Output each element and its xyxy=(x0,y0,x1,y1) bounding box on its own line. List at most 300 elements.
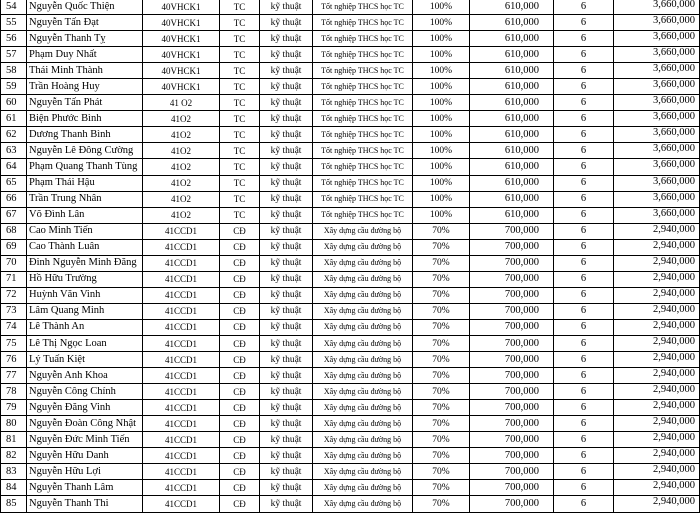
support-rate-cell: 100% xyxy=(413,31,470,47)
table-row xyxy=(1,0,700,15)
student-name-cell: Nguyễn Công Chính xyxy=(27,384,143,400)
program-cell: Tốt nghiệp THCS học TC xyxy=(313,0,413,15)
field-cell: kỹ thuật xyxy=(260,191,313,207)
class-code-cell: 41O2 xyxy=(143,159,220,175)
class-code-cell: 41CCD1 xyxy=(143,319,220,335)
education-level-cell: TC xyxy=(220,31,260,47)
education-level-cell: TC xyxy=(220,47,260,63)
education-level-cell: CĐ xyxy=(220,480,260,496)
table-row xyxy=(1,400,700,416)
row-number-cell: 78 xyxy=(1,384,27,400)
field-cell: kỹ thuật xyxy=(260,319,313,335)
row-number-cell: 55 xyxy=(1,15,27,31)
field-cell: kỹ thuật xyxy=(260,352,313,368)
field-cell: kỹ thuật xyxy=(260,15,313,31)
months-cell: 6 xyxy=(554,416,614,432)
program-cell: Tốt nghiệp THCS học TC xyxy=(313,79,413,95)
row-number-cell: 67 xyxy=(1,207,27,223)
class-code-cell: 41CCD1 xyxy=(143,368,220,384)
monthly-fee-cell: 610,000 xyxy=(470,127,554,143)
program-cell: Tốt nghiệp THCS học TC xyxy=(313,95,413,111)
table-body xyxy=(1,0,700,512)
student-name-cell: Thái Minh Thành xyxy=(27,63,143,79)
row-number-cell: 58 xyxy=(1,63,27,79)
row-number-cell: 82 xyxy=(1,448,27,464)
table-row xyxy=(1,63,700,79)
table-row xyxy=(1,319,700,335)
total-amount-cell: 3,660,000 xyxy=(614,63,700,79)
total-amount-cell: 3,660,000 xyxy=(614,175,700,191)
monthly-fee-cell: 610,000 xyxy=(470,31,554,47)
total-amount-cell: 2,940,000 xyxy=(614,255,700,271)
monthly-fee-cell: 700,000 xyxy=(470,223,554,239)
months-cell: 6 xyxy=(554,79,614,95)
row-number-cell: 85 xyxy=(1,496,27,512)
months-cell: 6 xyxy=(554,207,614,223)
program-cell: Xây dựng cầu đường bộ xyxy=(313,255,413,271)
months-cell: 6 xyxy=(554,127,614,143)
monthly-fee-cell: 700,000 xyxy=(470,432,554,448)
table-row xyxy=(1,207,700,223)
months-cell: 6 xyxy=(554,175,614,191)
total-amount-cell: 2,940,000 xyxy=(614,223,700,239)
table-row xyxy=(1,79,700,95)
monthly-fee-cell: 610,000 xyxy=(470,191,554,207)
class-code-cell: 40VHCK1 xyxy=(143,15,220,31)
education-level-cell: CĐ xyxy=(220,400,260,416)
class-code-cell: 41CCD1 xyxy=(143,287,220,303)
class-code-cell: 41CCD1 xyxy=(143,223,220,239)
field-cell: kỹ thuật xyxy=(260,223,313,239)
monthly-fee-cell: 700,000 xyxy=(470,448,554,464)
row-number-cell: 70 xyxy=(1,255,27,271)
class-code-cell: 41CCD1 xyxy=(143,416,220,432)
total-amount-cell: 3,660,000 xyxy=(614,111,700,127)
support-rate-cell: 100% xyxy=(413,207,470,223)
monthly-fee-cell: 610,000 xyxy=(470,143,554,159)
class-code-cell: 41CCD1 xyxy=(143,303,220,319)
field-cell: kỹ thuật xyxy=(260,464,313,480)
months-cell: 6 xyxy=(554,368,614,384)
table-row xyxy=(1,47,700,63)
student-name-cell: Nguyễn Đức Minh Tiến xyxy=(27,432,143,448)
total-amount-cell: 2,940,000 xyxy=(614,384,700,400)
row-number-cell: 64 xyxy=(1,159,27,175)
months-cell: 6 xyxy=(554,384,614,400)
row-number-cell: 75 xyxy=(1,335,27,351)
education-level-cell: TC xyxy=(220,95,260,111)
support-rate-cell: 70% xyxy=(413,335,470,351)
class-code-cell: 41O2 xyxy=(143,207,220,223)
class-code-cell: 40VHCK1 xyxy=(143,63,220,79)
total-amount-cell: 2,940,000 xyxy=(614,432,700,448)
program-cell: Xây dựng cầu đường bộ xyxy=(313,287,413,303)
table-row xyxy=(1,432,700,448)
row-number-cell: 83 xyxy=(1,464,27,480)
program-cell: Tốt nghiệp THCS học TC xyxy=(313,47,413,63)
total-amount-cell: 2,940,000 xyxy=(614,464,700,480)
support-rate-cell: 70% xyxy=(413,271,470,287)
program-cell: Xây dựng cầu đường bộ xyxy=(313,480,413,496)
field-cell: kỹ thuật xyxy=(260,207,313,223)
total-amount-cell: 3,660,000 xyxy=(614,95,700,111)
months-cell: 6 xyxy=(554,287,614,303)
field-cell: kỹ thuật xyxy=(260,496,313,512)
support-rate-cell: 100% xyxy=(413,15,470,31)
months-cell: 6 xyxy=(554,15,614,31)
education-level-cell: CĐ xyxy=(220,303,260,319)
table-row xyxy=(1,191,700,207)
class-code-cell: 41CCD1 xyxy=(143,239,220,255)
months-cell: 6 xyxy=(554,303,614,319)
education-level-cell: CĐ xyxy=(220,416,260,432)
row-number-cell: 54 xyxy=(1,0,27,15)
program-cell: Xây dựng cầu đường bộ xyxy=(313,335,413,351)
class-code-cell: 41CCD1 xyxy=(143,255,220,271)
row-number-cell: 69 xyxy=(1,239,27,255)
row-number-cell: 84 xyxy=(1,480,27,496)
field-cell: kỹ thuật xyxy=(260,303,313,319)
monthly-fee-cell: 700,000 xyxy=(470,400,554,416)
total-amount-cell: 2,940,000 xyxy=(614,400,700,416)
class-code-cell: 41CCD1 xyxy=(143,464,220,480)
class-code-cell: 41CCD1 xyxy=(143,496,220,512)
student-name-cell: Dương Thanh Bình xyxy=(27,127,143,143)
months-cell: 6 xyxy=(554,271,614,287)
education-level-cell: CĐ xyxy=(220,384,260,400)
education-level-cell: CĐ xyxy=(220,496,260,512)
total-amount-cell: 2,940,000 xyxy=(614,303,700,319)
student-name-cell: Võ Đình Lân xyxy=(27,207,143,223)
student-name-cell: Lê Thành An xyxy=(27,319,143,335)
education-level-cell: CĐ xyxy=(220,432,260,448)
support-rate-cell: 70% xyxy=(413,239,470,255)
field-cell: kỹ thuật xyxy=(260,368,313,384)
class-code-cell: 41CCD1 xyxy=(143,384,220,400)
total-amount-cell: 2,940,000 xyxy=(614,448,700,464)
table-row xyxy=(1,15,700,31)
monthly-fee-cell: 610,000 xyxy=(470,15,554,31)
class-code-cell: 41CCD1 xyxy=(143,400,220,416)
education-level-cell: CĐ xyxy=(220,223,260,239)
total-amount-cell: 3,660,000 xyxy=(614,127,700,143)
monthly-fee-cell: 700,000 xyxy=(470,384,554,400)
table-row xyxy=(1,255,700,271)
support-rate-cell: 100% xyxy=(413,95,470,111)
support-rate-cell: 70% xyxy=(413,432,470,448)
field-cell: kỹ thuật xyxy=(260,400,313,416)
program-cell: Xây dựng cầu đường bộ xyxy=(313,303,413,319)
table-row xyxy=(1,352,700,368)
program-cell: Xây dựng cầu đường bộ xyxy=(313,496,413,512)
education-level-cell: TC xyxy=(220,191,260,207)
total-amount-cell: 3,660,000 xyxy=(614,79,700,95)
monthly-fee-cell: 700,000 xyxy=(470,352,554,368)
total-amount-cell: 3,660,000 xyxy=(614,15,700,31)
support-rate-cell: 70% xyxy=(413,416,470,432)
months-cell: 6 xyxy=(554,239,614,255)
program-cell: Xây dựng cầu đường bộ xyxy=(313,319,413,335)
support-rate-cell: 70% xyxy=(413,223,470,239)
months-cell: 6 xyxy=(554,480,614,496)
table-row xyxy=(1,448,700,464)
months-cell: 6 xyxy=(554,400,614,416)
monthly-fee-cell: 700,000 xyxy=(470,287,554,303)
months-cell: 6 xyxy=(554,111,614,127)
field-cell: kỹ thuật xyxy=(260,448,313,464)
field-cell: kỹ thuật xyxy=(260,159,313,175)
months-cell: 6 xyxy=(554,159,614,175)
program-cell: Tốt nghiệp THCS học TC xyxy=(313,63,413,79)
class-code-cell: 40VHCK1 xyxy=(143,31,220,47)
education-level-cell: CĐ xyxy=(220,239,260,255)
row-number-cell: 77 xyxy=(1,368,27,384)
table-row xyxy=(1,271,700,287)
class-code-cell: 41O2 xyxy=(143,111,220,127)
class-code-cell: 41O2 xyxy=(143,191,220,207)
total-amount-cell: 2,940,000 xyxy=(614,480,700,496)
education-level-cell: CĐ xyxy=(220,368,260,384)
student-name-cell: Biện Phước Bình xyxy=(27,111,143,127)
total-amount-cell: 3,660,000 xyxy=(614,207,700,223)
support-rate-cell: 70% xyxy=(413,384,470,400)
field-cell: kỹ thuật xyxy=(260,0,313,15)
student-name-cell: Nguyễn Quốc Thiện xyxy=(27,0,143,15)
program-cell: Xây dựng cầu đường bộ xyxy=(313,352,413,368)
support-rate-cell: 100% xyxy=(413,143,470,159)
field-cell: kỹ thuật xyxy=(260,143,313,159)
field-cell: kỹ thuật xyxy=(260,432,313,448)
education-level-cell: CĐ xyxy=(220,448,260,464)
support-rate-cell: 70% xyxy=(413,480,470,496)
program-cell: Xây dựng cầu đường bộ xyxy=(313,223,413,239)
support-rate-cell: 70% xyxy=(413,400,470,416)
class-code-cell: 41CCD1 xyxy=(143,432,220,448)
program-cell: Xây dựng cầu đường bộ xyxy=(313,368,413,384)
student-name-cell: Nguyễn Hữu Danh xyxy=(27,448,143,464)
table-row xyxy=(1,416,700,432)
table-row xyxy=(1,111,700,127)
field-cell: kỹ thuật xyxy=(260,95,313,111)
field-cell: kỹ thuật xyxy=(260,175,313,191)
table-row xyxy=(1,480,700,496)
education-level-cell: CĐ xyxy=(220,319,260,335)
monthly-fee-cell: 610,000 xyxy=(470,111,554,127)
table-row xyxy=(1,239,700,255)
table-row xyxy=(1,95,700,111)
field-cell: kỹ thuật xyxy=(260,63,313,79)
total-amount-cell: 2,940,000 xyxy=(614,287,700,303)
program-cell: Xây dựng cầu đường bộ xyxy=(313,416,413,432)
support-rate-cell: 100% xyxy=(413,0,470,15)
monthly-fee-cell: 610,000 xyxy=(470,63,554,79)
support-rate-cell: 100% xyxy=(413,111,470,127)
total-amount-cell: 3,660,000 xyxy=(614,143,700,159)
program-cell: Tốt nghiệp THCS học TC xyxy=(313,31,413,47)
row-number-cell: 72 xyxy=(1,287,27,303)
field-cell: kỹ thuật xyxy=(260,480,313,496)
support-rate-cell: 70% xyxy=(413,464,470,480)
months-cell: 6 xyxy=(554,0,614,15)
monthly-fee-cell: 700,000 xyxy=(470,303,554,319)
row-number-cell: 79 xyxy=(1,400,27,416)
table-row xyxy=(1,175,700,191)
class-code-cell: 41CCD1 xyxy=(143,352,220,368)
student-name-cell: Nguyễn Anh Khoa xyxy=(27,368,143,384)
months-cell: 6 xyxy=(554,31,614,47)
field-cell: kỹ thuật xyxy=(260,335,313,351)
program-cell: Xây dựng cầu đường bộ xyxy=(313,448,413,464)
table-row xyxy=(1,496,700,512)
monthly-fee-cell: 700,000 xyxy=(470,335,554,351)
program-cell: Tốt nghiệp THCS học TC xyxy=(313,15,413,31)
student-name-cell: Trần Hoàng Huy xyxy=(27,79,143,95)
months-cell: 6 xyxy=(554,47,614,63)
field-cell: kỹ thuật xyxy=(260,271,313,287)
monthly-fee-cell: 610,000 xyxy=(470,0,554,15)
education-level-cell: CĐ xyxy=(220,255,260,271)
program-cell: Tốt nghiệp THCS học TC xyxy=(313,127,413,143)
table-row xyxy=(1,127,700,143)
row-number-cell: 68 xyxy=(1,223,27,239)
education-level-cell: CĐ xyxy=(220,335,260,351)
class-code-cell: 41CCD1 xyxy=(143,271,220,287)
class-code-cell: 41CCD1 xyxy=(143,480,220,496)
program-cell: Xây dựng cầu đường bộ xyxy=(313,432,413,448)
education-level-cell: TC xyxy=(220,111,260,127)
table-row xyxy=(1,368,700,384)
total-amount-cell: 3,660,000 xyxy=(614,47,700,63)
student-name-cell: Nguyễn Tấn Phát xyxy=(27,95,143,111)
total-amount-cell: 2,940,000 xyxy=(614,319,700,335)
student-name-cell: Nguyễn Lê Đông Cường xyxy=(27,143,143,159)
total-amount-cell: 2,940,000 xyxy=(614,335,700,351)
student-name-cell: Nguyễn Đoàn Công Nhật xyxy=(27,416,143,432)
months-cell: 6 xyxy=(554,335,614,351)
monthly-fee-cell: 700,000 xyxy=(470,239,554,255)
row-number-cell: 63 xyxy=(1,143,27,159)
monthly-fee-cell: 610,000 xyxy=(470,47,554,63)
student-name-cell: Lê Thị Ngọc Loan xyxy=(27,335,143,351)
program-cell: Xây dựng cầu đường bộ xyxy=(313,400,413,416)
monthly-fee-cell: 700,000 xyxy=(470,416,554,432)
months-cell: 6 xyxy=(554,255,614,271)
education-level-cell: CĐ xyxy=(220,271,260,287)
monthly-fee-cell: 610,000 xyxy=(470,95,554,111)
row-number-cell: 65 xyxy=(1,175,27,191)
support-rate-cell: 70% xyxy=(413,496,470,512)
class-code-cell: 40VHCK1 xyxy=(143,0,220,15)
months-cell: 6 xyxy=(554,448,614,464)
support-rate-cell: 100% xyxy=(413,159,470,175)
row-number-cell: 60 xyxy=(1,95,27,111)
education-level-cell: TC xyxy=(220,79,260,95)
class-code-cell: 41O2 xyxy=(143,143,220,159)
support-rate-cell: 70% xyxy=(413,368,470,384)
row-number-cell: 81 xyxy=(1,432,27,448)
student-name-cell: Nguyễn Thanh Lâm xyxy=(27,480,143,496)
row-number-cell: 71 xyxy=(1,271,27,287)
months-cell: 6 xyxy=(554,223,614,239)
student-name-cell: Trần Trung Nhân xyxy=(27,191,143,207)
total-amount-cell: 2,940,000 xyxy=(614,496,700,512)
class-code-cell: 41 O2 xyxy=(143,95,220,111)
total-amount-cell: 2,940,000 xyxy=(614,352,700,368)
student-name-cell: Phạm Quang Thanh Tùng xyxy=(27,159,143,175)
total-amount-cell: 3,660,000 xyxy=(614,0,700,15)
months-cell: 6 xyxy=(554,95,614,111)
monthly-fee-cell: 610,000 xyxy=(470,159,554,175)
education-level-cell: TC xyxy=(220,0,260,15)
table-row xyxy=(1,287,700,303)
student-name-cell: Nguyễn Hữu Lợi xyxy=(27,464,143,480)
field-cell: kỹ thuật xyxy=(260,255,313,271)
field-cell: kỹ thuật xyxy=(260,79,313,95)
months-cell: 6 xyxy=(554,143,614,159)
education-level-cell: TC xyxy=(220,15,260,31)
table-row xyxy=(1,223,700,239)
support-rate-cell: 70% xyxy=(413,303,470,319)
support-rate-cell: 70% xyxy=(413,352,470,368)
row-number-cell: 76 xyxy=(1,352,27,368)
table-row xyxy=(1,31,700,47)
table-row xyxy=(1,143,700,159)
education-level-cell: CĐ xyxy=(220,287,260,303)
months-cell: 6 xyxy=(554,63,614,79)
months-cell: 6 xyxy=(554,496,614,512)
field-cell: kỹ thuật xyxy=(260,31,313,47)
support-rate-cell: 100% xyxy=(413,175,470,191)
table-row xyxy=(1,303,700,319)
row-number-cell: 66 xyxy=(1,191,27,207)
monthly-fee-cell: 610,000 xyxy=(470,207,554,223)
field-cell: kỹ thuật xyxy=(260,416,313,432)
program-cell: Tốt nghiệp THCS học TC xyxy=(313,159,413,175)
total-amount-cell: 2,940,000 xyxy=(614,416,700,432)
program-cell: Tốt nghiệp THCS học TC xyxy=(313,111,413,127)
monthly-fee-cell: 700,000 xyxy=(470,255,554,271)
program-cell: Xây dựng cầu đường bộ xyxy=(313,271,413,287)
total-amount-cell: 2,940,000 xyxy=(614,239,700,255)
table-row xyxy=(1,464,700,480)
student-name-cell: Nguyễn Đăng Vinh xyxy=(27,400,143,416)
monthly-fee-cell: 610,000 xyxy=(470,175,554,191)
support-rate-cell: 100% xyxy=(413,79,470,95)
education-level-cell: TC xyxy=(220,127,260,143)
monthly-fee-cell: 610,000 xyxy=(470,79,554,95)
program-cell: Tốt nghiệp THCS học TC xyxy=(313,207,413,223)
student-name-cell: Huỳnh Văn Vinh xyxy=(27,287,143,303)
student-name-cell: Đinh Nguyễn Minh Đăng xyxy=(27,255,143,271)
monthly-fee-cell: 700,000 xyxy=(470,496,554,512)
row-number-cell: 73 xyxy=(1,303,27,319)
row-number-cell: 74 xyxy=(1,319,27,335)
row-number-cell: 62 xyxy=(1,127,27,143)
support-rate-cell: 100% xyxy=(413,47,470,63)
education-level-cell: TC xyxy=(220,63,260,79)
class-code-cell: 40VHCK1 xyxy=(143,47,220,63)
row-number-cell: 56 xyxy=(1,31,27,47)
table-row xyxy=(1,159,700,175)
field-cell: kỹ thuật xyxy=(260,47,313,63)
program-cell: Xây dựng cầu đường bộ xyxy=(313,239,413,255)
education-level-cell: CĐ xyxy=(220,352,260,368)
support-rate-cell: 70% xyxy=(413,319,470,335)
education-level-cell: TC xyxy=(220,175,260,191)
class-code-cell: 41O2 xyxy=(143,127,220,143)
student-name-cell: Cao Thành Luân xyxy=(27,239,143,255)
support-rate-cell: 70% xyxy=(413,448,470,464)
